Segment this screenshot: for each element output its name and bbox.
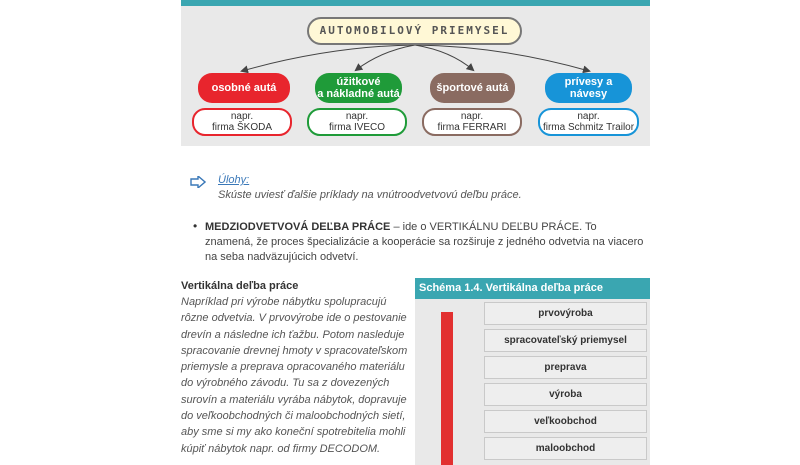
flow-step: maloobchod bbox=[484, 437, 647, 460]
flow-step: výroba bbox=[484, 383, 647, 406]
flow-step: prvovýroba bbox=[484, 302, 647, 325]
flow-step: spracovateľský priemysel bbox=[484, 329, 647, 352]
arrow-right-icon bbox=[190, 176, 206, 188]
interindustry-paragraph bbox=[205, 220, 645, 265]
interindustry-term: MEDZIODVETVOVÁ DEĽBA PRÁCE bbox=[205, 221, 391, 233]
example-iveco: napr. firma IVECO bbox=[307, 108, 407, 136]
category-trailers: prívesy a návesy bbox=[545, 73, 632, 103]
vertical-title: Vertikálna deľba práce bbox=[181, 280, 299, 292]
schema-4-title: Schéma 1.4. Vertikálna deľba práce bbox=[415, 278, 650, 299]
category-sports-cars: športové autá bbox=[430, 73, 515, 103]
flow-step: veľkoobchod bbox=[484, 410, 647, 433]
flow-step: preprava bbox=[484, 356, 647, 379]
vertical-flow-arrow bbox=[441, 312, 453, 465]
bullet: • bbox=[193, 219, 198, 233]
example-skoda: napr. firma ŠKODA bbox=[192, 108, 292, 136]
task-text: Skúste uviesť ďalšie príklady na vnútroodvetvovú deľbu práce. bbox=[218, 189, 522, 201]
category-passenger-cars: osobné autá bbox=[198, 73, 290, 103]
category-commercial-vehicles: úžitkové a nákladné autá bbox=[315, 73, 402, 103]
industry-banner: AUTOMOBILOVÝ PRIEMYSEL bbox=[307, 17, 522, 45]
interindustry-text: – ide o VERTIKÁLNU DEĽBU PRÁCE. To znamená, že proces špecializácie a kooperácie sa rozširuje z jedného odvetvia na viacero na seba nadväzujúcich odvetví. bbox=[205, 221, 644, 263]
example-schmitz: napr. firma Schmitz Trailor bbox=[538, 108, 639, 136]
vertical-text: Napríklad pri výrobe nábytku spolupracujú rôzne odvetvia. V prvovýrobe ide o pestovanie drevín a následne ich ťažbu. Potom nasleduje spracovanie drevnej hmoty v spracovateľskom priemysle a preprava opracovaného materiálu do výrobného závodu. Tu sa z dovezených surovín a materiálu vyrába nábytok, dopravuje do veľkoobchodných či maloobchodných sietí, aby sme si my ako koneční spotrebitelia mohli kúpiť nábytok napr. od firmy DECODOM. bbox=[181, 296, 408, 455]
task-title[interactable]: Úlohy: bbox=[218, 174, 250, 186]
example-ferrari: napr. firma FERRARI bbox=[422, 108, 522, 136]
